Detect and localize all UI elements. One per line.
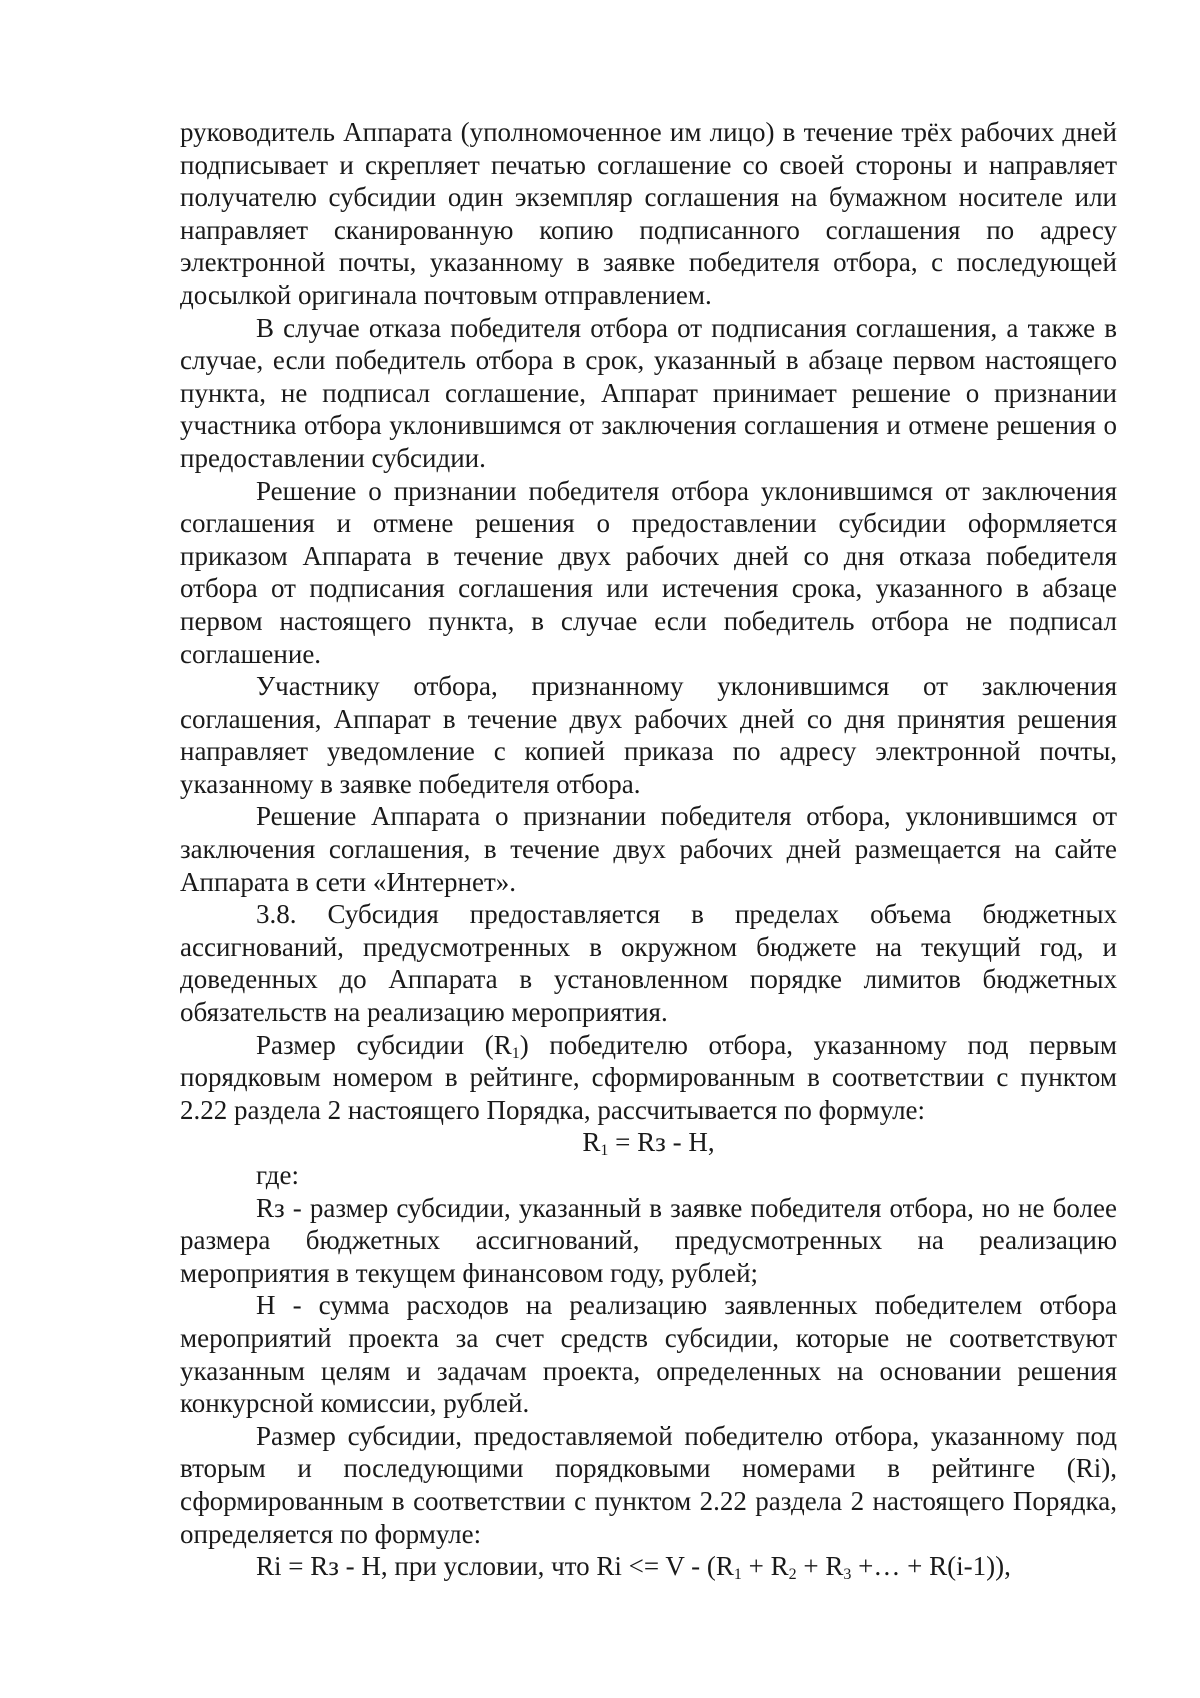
formula-part: = Rз - Н, (608, 1127, 715, 1158)
subscript: 1 (733, 1566, 742, 1584)
formula-part: +… + R(i-1)), (851, 1551, 1011, 1582)
subscript: 3 (843, 1566, 852, 1584)
paragraph-decision-order: Решение о признании победителя отбора уклонившимся от заключения соглашения и отмене решения о предоставлении субсидии оформляется приказом Аппарата в течение двух рабочих дней со дня отказа победителя отбора от подписания соглашения или истечения срока, указанного в абзаце первом настоящего пункта, в случае если победитель отбора не подписал соглашение. (180, 475, 1117, 669)
paragraph-signing-procedure: руководитель Аппарата (уполномоченное им лицо) в течение трёх рабочих дней подписывает и скрепляет печатью соглашение со своей стороны и направляет получателю субсидии один экземпляр соглашения на бумажном носителе или направляет сканированную копию подписанного соглашения по адресу электронной почты, указанному в заявке победителя отбора, с последующей досылкой оригинала почтовым отправлением. (180, 117, 1117, 310)
subscript: 1 (511, 1044, 520, 1062)
formula-r1 (180, 1126, 1117, 1159)
paragraph-subsidy-size-subsequent: Размер субсидии, предоставляемой победителю отбора, указанному под вторым и последующими порядковыми номерами в рейтинге (Ri), сформированным в соответствии с пунктом 2.22 раздела 2 настоящего Порядка, определяется по формуле: (180, 1420, 1117, 1549)
text-run: Размер субсидии (R (256, 1029, 512, 1060)
paragraph-decision-publication: Решение Аппарата о признании победителя отбора, уклонившимся от заключения соглашения, в течение двух рабочих дней размещается на сайте Аппарата в сети «Интернет». (180, 801, 1117, 897)
paragraph-section-3-8: 3.8. Субсидия предоставляется в пределах объема бюджетных ассигнований, предусмотренных в окружном бюджете на текущий год, и доведенных до Аппарата в установленном порядке лимитов бюджетных обязательств на реализацию мероприятия. (180, 899, 1117, 1028)
formula-part: + R (796, 1551, 844, 1582)
formula-part: R (582, 1127, 601, 1158)
text-run: ) победителю отбора, указанному под первым порядковым номером в рейтинге, сформированным в соответствии с пунктом 2.22 раздела 2 настоящего Порядка, рассчитывается по формуле: (180, 1029, 1118, 1125)
paragraph-h-definition: Н - сумма расходов на реализацию заявленных победителем отбора мероприятий проекта за счет средств субсидии, которые не соответствуют указанным целям и задачам проекта, определенных на основании решения конкурсной комиссии, рублей. (180, 1290, 1117, 1419)
formula-ri (180, 1550, 1117, 1583)
subscript: 1 (600, 1142, 609, 1160)
paragraph-subsidy-size-first (180, 1029, 1117, 1127)
paragraph-refusal-case: В случае отказа победителя отбора от подписания соглашения, а также в случае, если победитель отбора в срок, указанный в абзаце первом настоящего пункта, не подписал соглашение, Аппарат принимает решение о признании участника отбора уклонившимся от заключения соглашения и отмене решения о предоставлении субсидии. (180, 312, 1117, 473)
document-body (180, 116, 1117, 1583)
paragraph-participant-notice: Участнику отбора, признанному уклонившимся от заключения соглашения, Аппарат в течение двух рабочих дней со дня принятия решения направляет уведомление с копией приказа по адресу электронной почты, указанному в заявке победителя отбора. (180, 671, 1117, 799)
paragraph-rz-definition: Rз - размер субсидии, указанный в заявке победителя отбора, но не более размера бюджетных ассигнований, предусмотренных на реализацию мероприятия в текущем финансовом году, рублей; (180, 1192, 1117, 1288)
where-label: где: (256, 1160, 299, 1190)
formula-part: + R (741, 1551, 789, 1582)
formula-part: Ri = Rз - Н, при условии, что Ri <= V - (R (256, 1551, 734, 1582)
subscript: 2 (788, 1566, 797, 1584)
